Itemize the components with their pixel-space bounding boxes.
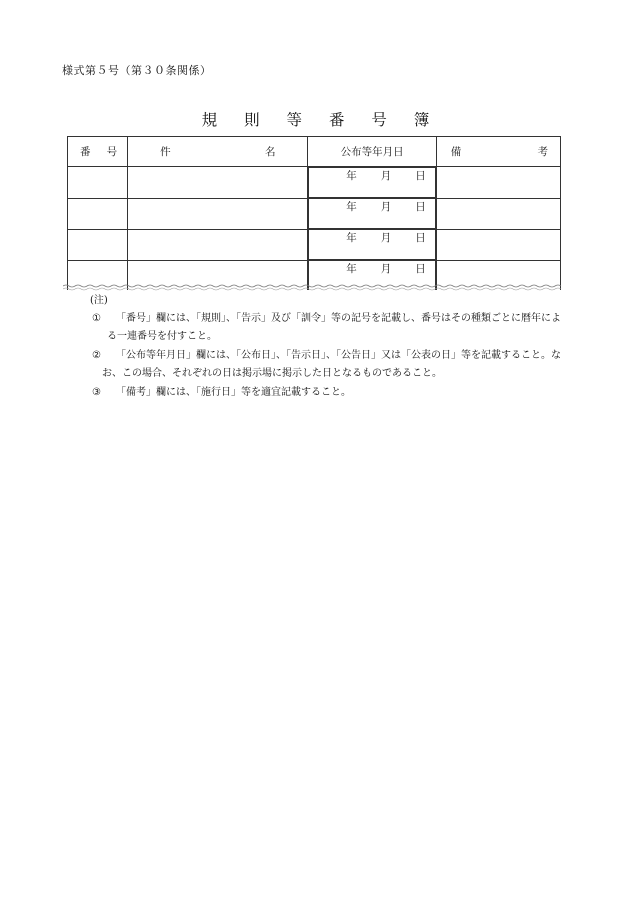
note-item bbox=[92, 384, 587, 402]
table-row bbox=[68, 198, 561, 229]
note-text-continued: お、この場合、それぞれの日は掲示場に掲示した日となるものであること。 bbox=[102, 368, 442, 379]
header-number: 番 号 bbox=[68, 137, 128, 167]
notes-heading: (注) bbox=[90, 295, 108, 306]
note-mark: ③ bbox=[92, 387, 101, 398]
table-row bbox=[68, 167, 561, 199]
date-cell[interactable]: 年 月 日 bbox=[308, 229, 435, 260]
name-cell[interactable] bbox=[128, 167, 308, 199]
note-item bbox=[92, 347, 587, 383]
note-mark: ① bbox=[92, 313, 101, 324]
note-text-continued: る一連番号を付すこと。 bbox=[107, 331, 217, 342]
date-cell[interactable]: 年 月 日 bbox=[308, 198, 435, 229]
number-cell[interactable] bbox=[68, 229, 128, 260]
table-break-line bbox=[63, 284, 563, 292]
table-row bbox=[68, 229, 561, 260]
note-mark: ② bbox=[92, 350, 101, 361]
page-title: 規 則 等 番 号 簿 bbox=[201, 111, 441, 129]
remarks-cell[interactable] bbox=[436, 167, 560, 199]
date-cell[interactable]: 年 月 日 bbox=[308, 167, 435, 198]
header-name: 件 名 bbox=[128, 137, 308, 167]
name-cell[interactable] bbox=[128, 198, 308, 229]
register-table bbox=[67, 136, 561, 290]
note-text: 「番号」欄には、「規則」、「告示」及び「訓令」等の記号を記載し、番号はその種類ごとに暦年によ bbox=[116, 313, 561, 324]
date-cell[interactable]: 年 月 日 bbox=[308, 260, 435, 290]
note-text: 「備考」欄には、「施行日」等を適宜記載すること。 bbox=[116, 387, 351, 398]
name-cell[interactable] bbox=[128, 229, 308, 260]
remarks-cell[interactable] bbox=[436, 198, 560, 229]
remarks-cell[interactable] bbox=[436, 229, 560, 260]
number-cell[interactable] bbox=[68, 167, 128, 199]
header-date: 公布等年月日 bbox=[308, 137, 436, 167]
number-cell[interactable] bbox=[68, 198, 128, 229]
form-number: 様式第５号（第３０条関係） bbox=[62, 64, 212, 77]
header-row bbox=[68, 137, 561, 167]
note-item bbox=[92, 310, 587, 346]
header-remarks: 備 考 bbox=[436, 137, 560, 167]
note-text: 「公布等年月日」欄には、「公布日」、「告示日」、「公告日」又は「公表の日」等を記載すること。な bbox=[116, 350, 561, 361]
